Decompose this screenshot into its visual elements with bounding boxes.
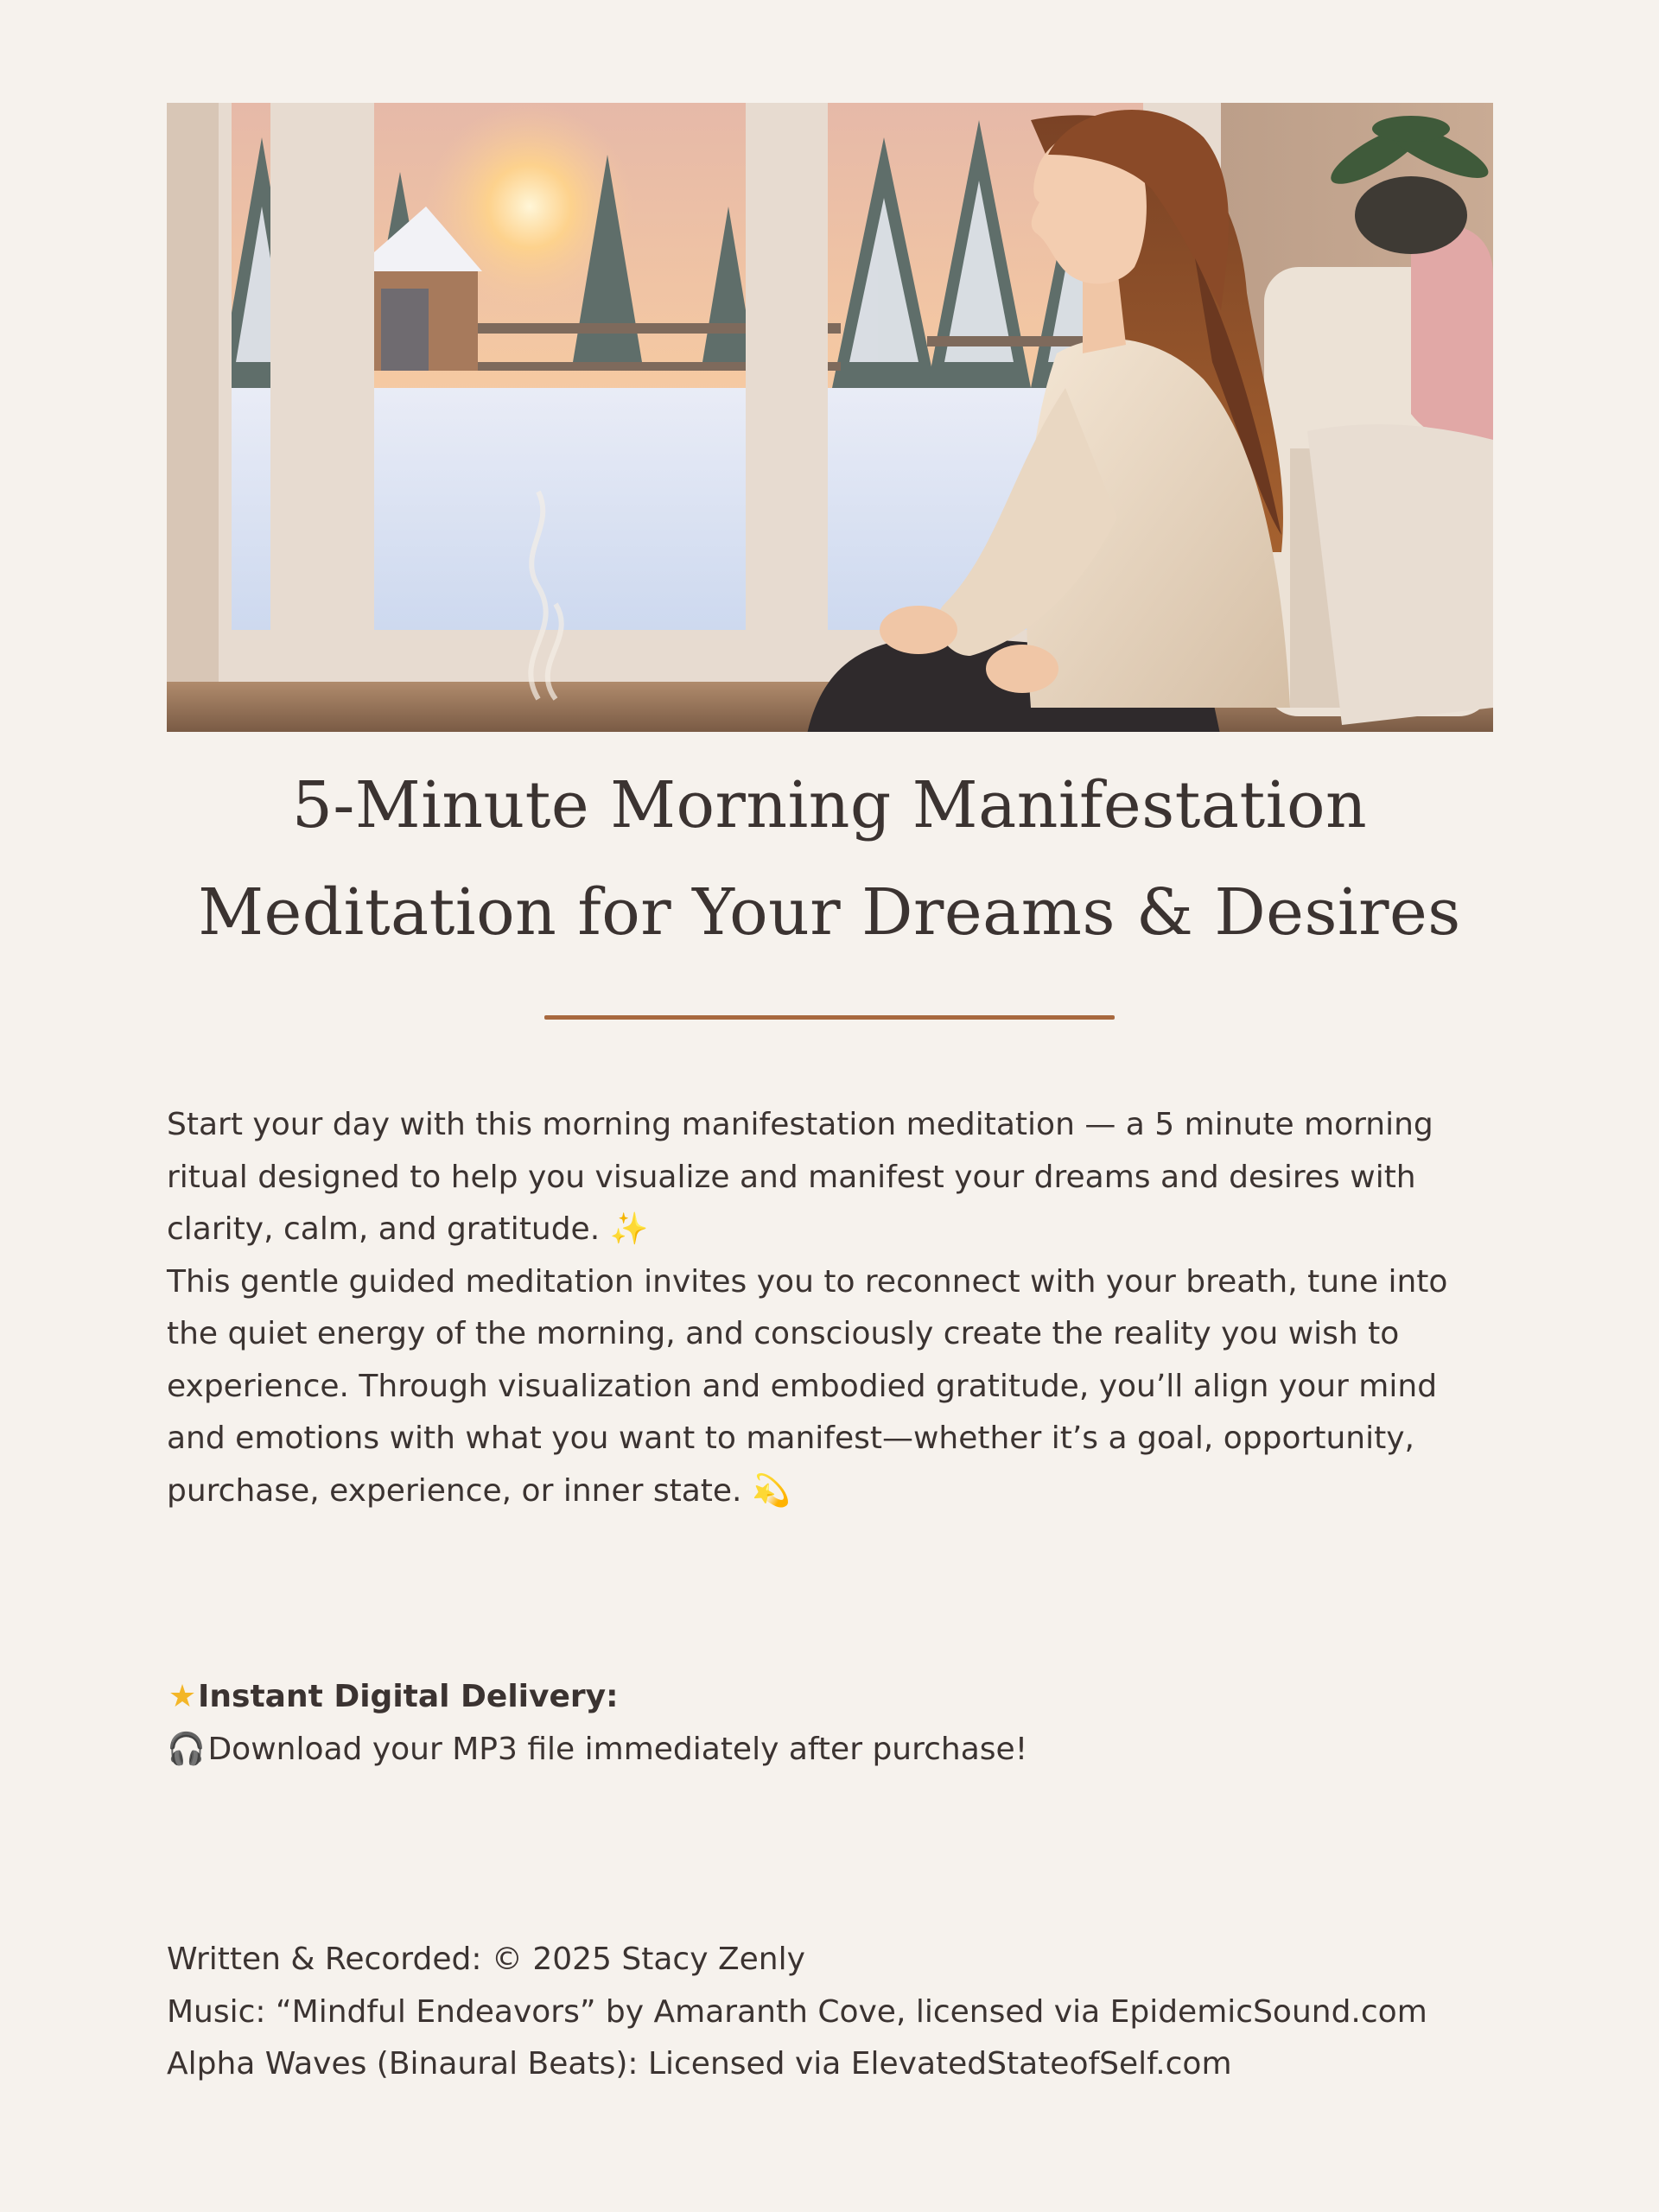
star-icon: ★	[168, 1679, 197, 1714]
title-divider	[544, 1015, 1115, 1020]
delivery-text	[167, 1724, 1497, 1777]
title-line-2: Meditation for Your Dreams & Desires	[198, 875, 1461, 950]
description-text-2: This gentle guided meditation invites you to reconnect with your breath, tune into the quiet energy of the morning, and consciously create the reality you wish to experience. Through visualization and embodied gratitude, you’ll align your mind and emotions with what you want to manifest—whether it’s a goal, opportunity, purchase, experience, or inner state.	[167, 1263, 1448, 1509]
description-paragraph-1	[167, 1099, 1497, 1256]
title-line-1: 5-Minute Morning Manifestation	[291, 768, 1368, 842]
page-title	[0, 752, 1659, 966]
credits	[167, 1934, 1497, 2091]
delivery-section	[167, 1671, 1497, 1776]
headphones-icon: 🎧	[167, 1731, 206, 1767]
hero-image	[167, 103, 1493, 732]
description-text-1: Start your day with this morning manifestation meditation — a 5 minute morning ritual designed to help you visualize and manifest your dreams and desires with clarity, calm, and gratitude.	[167, 1107, 1433, 1247]
meditation-illustration	[167, 103, 1493, 732]
delivery-heading	[167, 1671, 1497, 1724]
credit-alpha-waves: Alpha Waves (Binaural Beats): Licensed via ElevatedStateofSelf.com	[167, 2046, 1232, 2082]
credit-written: Written & Recorded: © 2025 Stacy Zenly	[167, 1942, 805, 1977]
description	[167, 1099, 1497, 1517]
sparkles-icon: ✨	[609, 1211, 649, 1247]
dizzy-star-icon: 💫	[751, 1472, 791, 1509]
delivery-heading-text: Instant Digital Delivery:	[198, 1679, 619, 1714]
description-paragraph-2	[167, 1256, 1497, 1518]
delivery-text-value: Download your MP3 file immediately after purchase!	[207, 1731, 1028, 1767]
credit-music: Music: “Mindful Endeavors” by Amaranth Cove, licensed via EpidemicSound.com	[167, 1993, 1427, 2030]
